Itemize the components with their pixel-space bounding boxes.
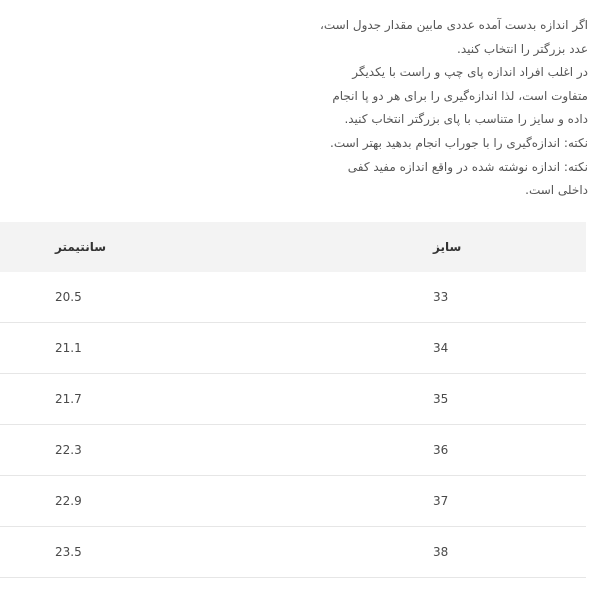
table-row [0, 425, 586, 476]
cm-cell: 21.1 [55, 341, 82, 355]
table-row [0, 272, 586, 323]
note-line: داده و سایز را متناسب با پای بزرگتر انتخاب کنید. [344, 112, 588, 127]
note-line: داخلی است. [525, 183, 588, 198]
header-size: سایز [433, 240, 462, 254]
note-line: در اغلب افراد اندازه پای چپ و راست با یکدیگر [352, 65, 588, 80]
size-cell: 38 [433, 545, 449, 559]
size-table [0, 222, 586, 578]
cm-cell: 22.3 [55, 443, 82, 457]
table-row [0, 323, 586, 374]
size-cell: 37 [433, 494, 449, 508]
cm-cell: 20.5 [55, 290, 82, 304]
cm-cell: 21.7 [55, 392, 82, 406]
note-line: عدد بزرگتر را انتخاب کنید. [457, 41, 588, 56]
table-header-row [0, 222, 586, 272]
cm-cell: 22.9 [55, 494, 82, 508]
size-cell: 36 [433, 443, 449, 457]
size-guide-notes [168, 14, 588, 203]
cm-cell: 23.5 [55, 545, 82, 559]
table-row [0, 527, 586, 578]
note-line: نکته: اندازه‌گیری را با جوراب انجام بدهید بهتر است. [330, 135, 588, 150]
size-cell: 33 [433, 290, 449, 304]
size-cell: 34 [433, 341, 449, 355]
note-line: متفاوت است، لذا اندازه‌گیری را برای هر دو پا انجام [332, 88, 588, 103]
note-line: نکته: اندازه نوشته شده در واقع اندازه مفید کفی [347, 159, 588, 174]
header-centimeter: سانتیمتر [55, 240, 107, 254]
table-row [0, 374, 586, 425]
table-row [0, 476, 586, 527]
note-line: اگر اندازه بدست آمده عددی مابین مقدار جدول است، [320, 18, 588, 32]
size-cell: 35 [433, 392, 449, 406]
